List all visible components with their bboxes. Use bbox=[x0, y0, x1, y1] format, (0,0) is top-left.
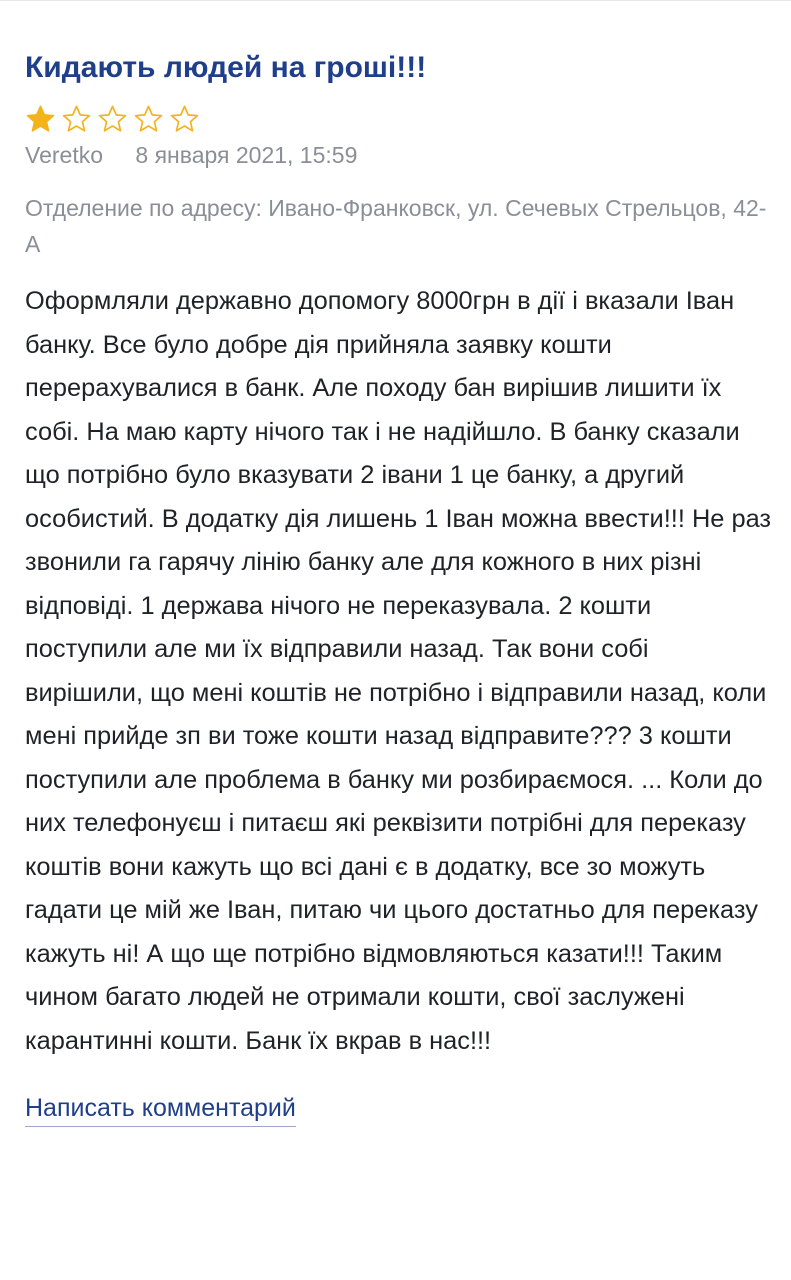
star-empty-icon bbox=[97, 104, 128, 133]
review-title[interactable]: Кидають людей на гроші!!! bbox=[25, 51, 427, 84]
star-empty-icon bbox=[133, 104, 164, 133]
review-meta bbox=[25, 138, 773, 172]
star-rating bbox=[25, 104, 773, 132]
star-empty-icon bbox=[169, 104, 200, 133]
branch-address: Отделение по адресу: Ивано-Франковск, ул. Сечевых Стрельцов, 42-А bbox=[25, 195, 767, 257]
review-text: Оформляли державно допомогу 8000грн в дії і вказали Іван банку. Все було добре дія прийняла заявку кошти перерахувалися в банк. Але походу бан вирішив лишити їх собі. На маю карту нічого так і не надійшло. В банку сказали що потрібно було вказувати 2 івани 1 це банку, а другий особистий. В додатку дія лишень 1 Іван можна ввести!!! Не раз звонили га гарячу лінію банку але для кожного в них різні відповіді. 1 держава нічого не переказувала. 2 кошти поступили але ми їх відправили назад. Так вони собі вирішили, що мені коштів не потрібно і відправили назад, коли мені прийде зп ви тоже кошти назад відправите??? 3 кошти поступили але проблема в банку ми розбираємося. ... Коли до них телефонуєш і питаєш які реквізити потрібні для переказу коштів вони кажуть що всі дані є в додатку, все зо можуть гадати це мій же Іван, питаю чи цього достатньо для переказу кажуть ні! А що ще потрібно відмовляються казати!!! Таким чином багато людей не отримали кошти, свої заслужені карантинні кошти. Банк їх вкрав в нас!!! bbox=[25, 287, 772, 1055]
review-author: Veretko bbox=[25, 142, 103, 168]
review-date: 8 января 2021, 15:59 bbox=[135, 142, 358, 168]
review-card bbox=[25, 46, 773, 1127]
star-empty-icon bbox=[61, 104, 92, 133]
star-filled-icon bbox=[25, 104, 56, 133]
top-divider bbox=[0, 0, 791, 1]
write-comment-link[interactable]: Написать комментарий bbox=[25, 1091, 296, 1127]
